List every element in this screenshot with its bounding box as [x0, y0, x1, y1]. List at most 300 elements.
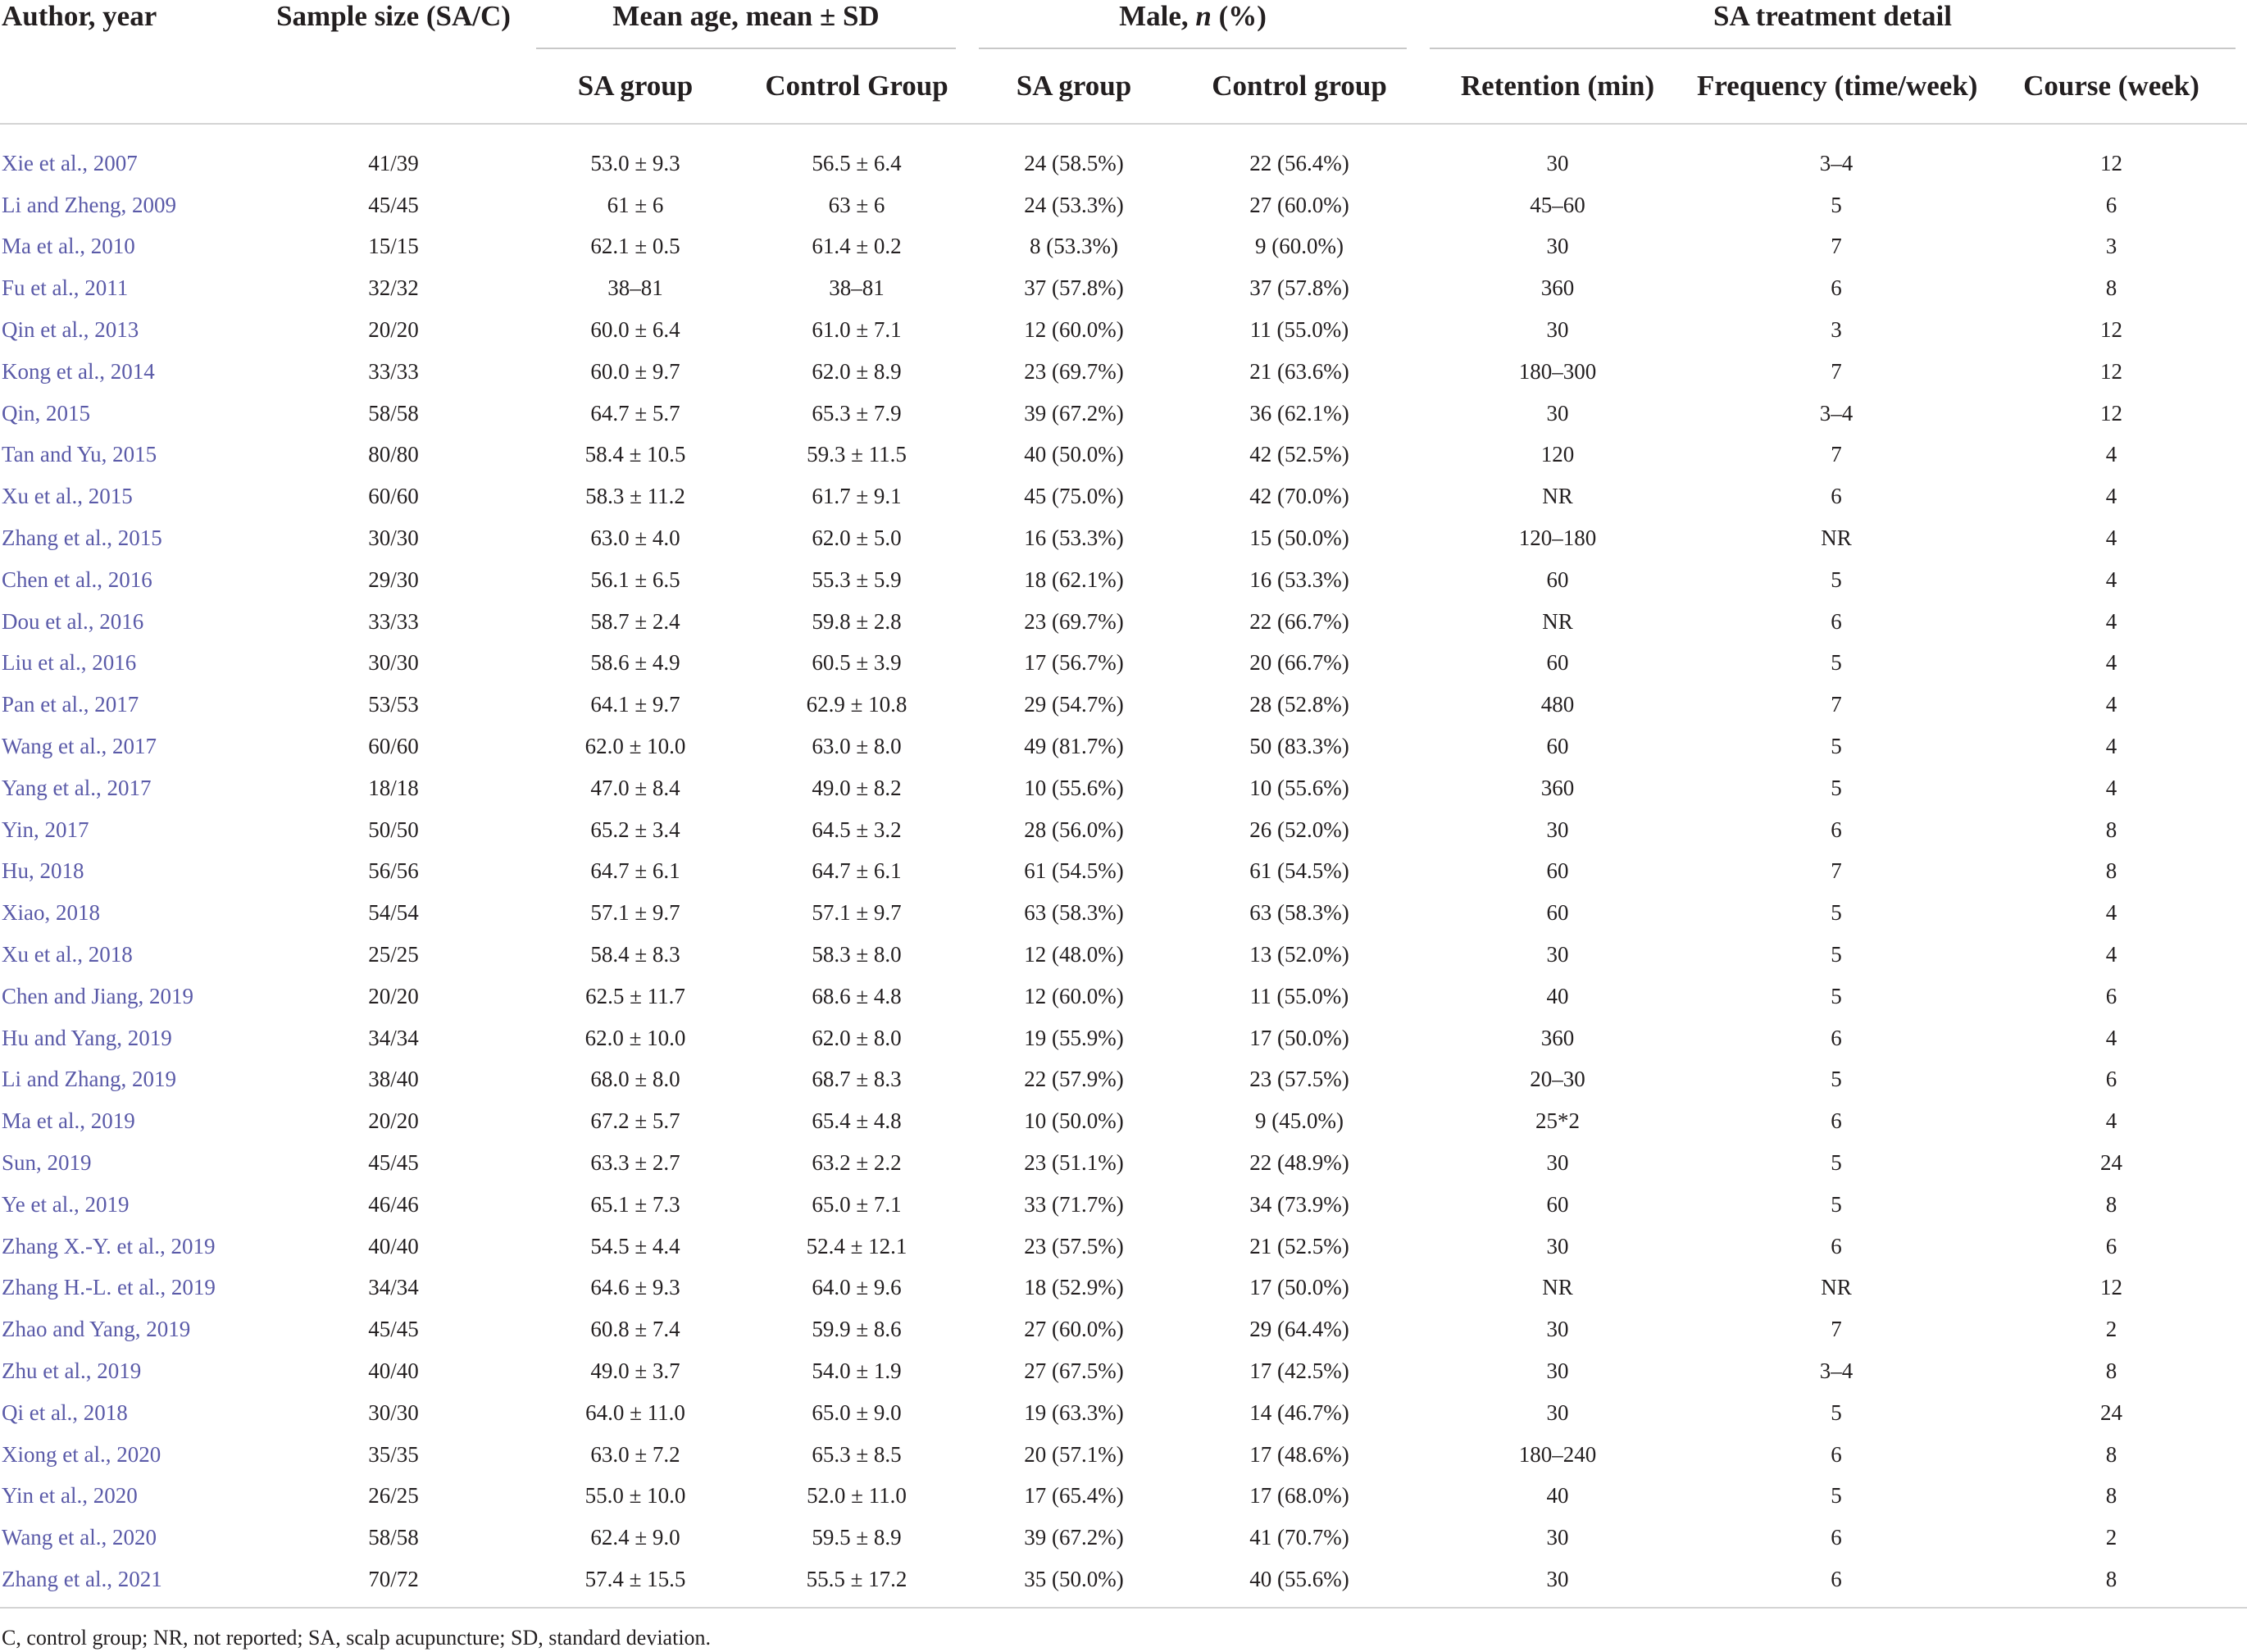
cell-retention: 30: [1546, 150, 1569, 175]
cell-course: 8: [1976, 1559, 2247, 1608]
cell-age-sa: 63.0 ± 4.0: [590, 526, 680, 551]
cell-retention: 30: [1546, 1150, 1569, 1176]
cell-course: 3: [2105, 234, 2117, 259]
cell-sample-size: 45/45: [368, 192, 419, 217]
cell-frequency: 5: [1831, 1191, 1842, 1217]
header-row-groups: [0, 0, 2247, 49]
cell-age-sa: 65.2 ± 3.4: [590, 817, 680, 842]
cell-frequency: 6: [1831, 1441, 1842, 1467]
header-male: [967, 0, 1418, 49]
cell-sample-size: 20/20: [368, 1108, 419, 1134]
cell-frequency: 5: [1831, 942, 1842, 967]
cell-age-sa: 60.0 ± 9.7: [590, 358, 680, 384]
cell-sample-size: 25/25: [368, 942, 419, 967]
cell-retention: 60: [1546, 1191, 1569, 1217]
cell-male-control: 17 (42.5%): [1249, 1358, 1349, 1383]
cell-author-year[interactable]: Xiao, 2018: [2, 900, 100, 926]
cell-course: 4: [2105, 900, 2117, 926]
cell-retention: 30: [1546, 317, 1569, 343]
cell-male-sa: 45 (75.0%): [1024, 484, 1124, 509]
table-row: [0, 601, 2247, 643]
cell-male-control: 23 (57.5%): [1249, 1067, 1349, 1092]
cell-retention: 30: [1546, 817, 1569, 842]
cell-male-sa: 24 (58.5%): [1024, 150, 1124, 175]
cell-frequency: 7: [1831, 234, 1842, 259]
cell-male-sa: 22 (57.9%): [1024, 1067, 1124, 1092]
cell-age-control: 56.5 ± 6.4: [812, 150, 902, 175]
cell-course: 12: [2100, 358, 2123, 384]
cell-frequency: 5: [1831, 900, 1842, 926]
cell-author-year[interactable]: Kong et al., 2014: [2, 358, 155, 384]
cell-retention: 180–240: [1518, 1441, 1597, 1467]
table-row: [0, 892, 2247, 934]
cell-sample-size: 26/25: [368, 1483, 419, 1509]
cell-retention: 60: [1546, 858, 1569, 884]
cell-age-control: 65.0 ± 7.1: [812, 1191, 902, 1217]
cell-age-control: 62.0 ± 8.0: [812, 1025, 902, 1050]
cell-male-sa: 12 (60.0%): [1024, 983, 1124, 1008]
cell-male-sa: 17 (65.4%): [1024, 1483, 1124, 1509]
cell-author-year[interactable]: Zhao and Yang, 2019: [2, 1317, 191, 1342]
cell-author-year[interactable]: Hu and Yang, 2019: [2, 1025, 172, 1050]
cell-author-year[interactable]: Hu, 2018: [2, 858, 84, 884]
table-row: [0, 809, 2247, 851]
table-row: [0, 309, 2247, 351]
table-row: [0, 851, 2247, 893]
header-empty-author: [0, 49, 262, 124]
cell-frequency: 5: [1831, 1483, 1842, 1509]
cell-author-year[interactable]: Chen et al., 2016: [2, 567, 152, 592]
cell-retention: 30: [1546, 1317, 1569, 1342]
cell-male-control: 17 (48.6%): [1249, 1441, 1349, 1467]
cell-frequency: 6: [1831, 275, 1842, 301]
cell-course: 12: [2100, 317, 2123, 343]
cell-course: 2: [2105, 1525, 2117, 1550]
cell-male-control: 9 (45.0%): [1255, 1108, 1344, 1134]
cell-frequency: 5: [1831, 1067, 1842, 1092]
cell-male-sa: 8 (53.3%): [1030, 234, 1118, 259]
cell-author-year[interactable]: Xu et al., 2018: [2, 942, 133, 967]
table-row: [0, 1100, 2247, 1142]
cell-male-control: 22 (66.7%): [1249, 608, 1349, 634]
cell-author-year[interactable]: Yin, 2017: [2, 817, 89, 842]
cell-age-control: 63 ± 6: [828, 192, 885, 217]
cell-age-control: 68.7 ± 8.3: [812, 1067, 902, 1092]
cell-retention: 30: [1546, 234, 1569, 259]
cell-age-control: 59.5 ± 8.9: [812, 1525, 902, 1550]
table-row: [0, 267, 2247, 309]
cell-author-year[interactable]: Zhu et al., 2019: [2, 1358, 142, 1383]
cell-age-control: 65.4 ± 4.8: [812, 1108, 902, 1134]
table-row: [0, 1267, 2247, 1309]
cell-retention: 60: [1546, 900, 1569, 926]
cell-retention: 60: [1546, 567, 1569, 592]
cell-author-year[interactable]: Zhang et al., 2021: [0, 1559, 262, 1608]
cell-male-sa: 40 (50.0%): [1024, 442, 1124, 467]
cell-age-control: 62.9 ± 10.8: [806, 692, 907, 717]
cell-male-control: 34 (73.9%): [1249, 1191, 1349, 1217]
cell-sample-size: 33/33: [368, 358, 419, 384]
cell-frequency: 5: [1831, 734, 1842, 759]
cell-author-year[interactable]: Li and Zheng, 2009: [2, 192, 176, 217]
cell-male-sa: 16 (53.3%): [1024, 526, 1124, 551]
header-male-sa-group: SA group: [967, 49, 1180, 124]
cell-frequency: 3: [1831, 317, 1842, 343]
cell-sample-size: 30/30: [368, 1399, 419, 1425]
cell-age-sa: 55.0 ± 10.0: [584, 1483, 686, 1509]
cell-sample-size: 35/35: [368, 1441, 419, 1467]
cell-male-sa: 10 (55.6%): [1024, 775, 1124, 800]
table-row: [0, 684, 2247, 726]
cell-retention: 20–30: [1530, 1067, 1585, 1092]
cell-age-control: 58.3 ± 8.0: [812, 942, 902, 967]
cell-sample-size: 53/53: [368, 692, 419, 717]
cell-age-sa: 60.8 ± 7.4: [590, 1317, 680, 1342]
cell-frequency: 3–4: [1819, 1358, 1854, 1383]
cell-author-year[interactable]: Liu et al., 2016: [2, 650, 137, 676]
cell-age-control: 62.0 ± 8.9: [812, 358, 902, 384]
cell-author-year[interactable]: Yin et al., 2020: [2, 1483, 138, 1509]
cell-retention: 30: [1546, 1358, 1569, 1383]
cell-frequency: 5: [1831, 1399, 1842, 1425]
cell-male-sa: 23 (69.7%): [1024, 608, 1124, 634]
cell-age-sa: 65.1 ± 7.3: [590, 1191, 680, 1217]
cell-author-year[interactable]: Fu et al., 2011: [2, 275, 129, 301]
cell-course: 4: [2105, 692, 2117, 717]
cell-course: 12: [2100, 150, 2123, 175]
cell-course: 4: [2105, 1025, 2117, 1050]
cell-frequency: 6: [1831, 484, 1842, 509]
cell-sample-size: 30/30: [368, 526, 419, 551]
cell-sample-size: 45/45: [368, 1150, 419, 1176]
cell-male-sa: 12 (48.0%): [1024, 942, 1124, 967]
cell-male-sa: 37 (57.8%): [1024, 275, 1124, 301]
table-row: [0, 517, 2247, 559]
cell-male-sa: 49 (81.7%): [1024, 734, 1124, 759]
cell-sample-size: 30/30: [368, 650, 419, 676]
header-male-n: n: [1195, 0, 1212, 32]
cell-age-sa: 38–81: [607, 275, 663, 301]
cell-sample-size: 15/15: [368, 234, 419, 259]
table-row: [0, 726, 2247, 767]
cell-course: 4: [2105, 1108, 2117, 1134]
cell-sample-size: 38/40: [368, 1067, 419, 1092]
cell-male-control: 21 (63.6%): [1249, 358, 1349, 384]
cell-course: 8: [2105, 1191, 2117, 1217]
cell-sample-size: 50/50: [368, 817, 419, 842]
cell-age-sa: 68.0 ± 8.0: [590, 1067, 680, 1092]
cell-male-sa: 23 (57.5%): [1024, 1233, 1124, 1258]
cell-retention: 30: [1418, 1559, 1697, 1608]
cell-retention: 30: [1546, 1399, 1569, 1425]
cell-male-control: 41 (70.7%): [1249, 1525, 1349, 1550]
cell-retention: NR: [1542, 608, 1573, 634]
cell-age-sa: 67.2 ± 5.7: [590, 1108, 680, 1134]
cell-age-sa: 62.4 ± 9.0: [590, 1525, 680, 1550]
cell-age-control: 59.8 ± 2.8: [812, 608, 902, 634]
cell-age-sa: 57.1 ± 9.7: [590, 900, 680, 926]
cell-frequency: 5: [1831, 192, 1842, 217]
cell-male-sa: 19 (55.9%): [1024, 1025, 1124, 1050]
cell-frequency: NR: [1821, 526, 1852, 551]
cell-male-control: 63 (58.3%): [1249, 900, 1349, 926]
cell-sample-size: 33/33: [368, 608, 419, 634]
cell-course: 4: [2105, 942, 2117, 967]
table-row: [0, 1559, 2247, 1608]
cell-age-control: 38–81: [829, 275, 885, 301]
cell-age-sa: 56.1 ± 6.5: [590, 567, 680, 592]
cell-retention: 180–300: [1518, 358, 1597, 384]
header-male-control-group: Control group: [1180, 49, 1418, 124]
cell-retention: 25*2: [1535, 1108, 1581, 1134]
cell-age-sa: 61 ± 6: [607, 192, 664, 217]
cell-author-year[interactable]: Xiong et al., 2020: [2, 1441, 161, 1467]
cell-author-year[interactable]: Dou et al., 2016: [2, 608, 144, 634]
cell-age-control: 61.4 ± 0.2: [812, 234, 902, 259]
cell-course: 4: [2105, 567, 2117, 592]
cell-author-year[interactable]: Xu et al., 2015: [2, 484, 133, 509]
table-row: [0, 1434, 2247, 1476]
cell-age-control: 68.6 ± 4.8: [812, 983, 902, 1008]
table-row: [0, 934, 2247, 976]
cell-sample-size: 60/60: [368, 484, 419, 509]
cell-age-sa: 53.0 ± 9.3: [590, 150, 680, 175]
cell-author-year[interactable]: Qi et al., 2018: [2, 1399, 128, 1425]
cell-age-control: 54.0 ± 1.9: [812, 1358, 902, 1383]
cell-retention: 120: [1540, 442, 1575, 467]
cell-frequency: 7: [1831, 858, 1842, 884]
table-row: [0, 351, 2247, 393]
cell-male-control: 11 (55.0%): [1249, 317, 1349, 343]
cell-author-year[interactable]: Ma et al., 2010: [2, 234, 135, 259]
cell-male-control: 27 (60.0%): [1249, 192, 1349, 217]
table-body: [0, 124, 2247, 1608]
cell-male-sa: 19 (63.3%): [1024, 1399, 1124, 1425]
cell-author-year[interactable]: Sun, 2019: [2, 1150, 92, 1176]
header-course: Course (week): [1976, 49, 2247, 124]
header-retention: Retention (min): [1418, 49, 1697, 124]
cell-author-year[interactable]: Zhang H.-L. et al., 2019: [2, 1275, 216, 1300]
cell-retention: 360: [1540, 775, 1575, 800]
cell-age-sa: 49.0 ± 3.7: [590, 1358, 680, 1383]
cell-frequency: 5: [1831, 650, 1842, 676]
cell-author-year[interactable]: Wang et al., 2020: [2, 1525, 157, 1550]
cell-male-sa: 27 (60.0%): [1024, 1317, 1124, 1342]
header-mean-age: Mean age, mean ± SD: [525, 0, 967, 49]
cell-age-sa: 58.6 ± 4.9: [590, 650, 680, 676]
cell-male-sa: 33 (71.7%): [1024, 1191, 1124, 1217]
cell-frequency: 5: [1831, 1150, 1842, 1176]
cell-male-control: 20 (66.7%): [1249, 650, 1349, 676]
cell-retention: NR: [1542, 1275, 1573, 1300]
cell-sample-size: 40/40: [368, 1358, 419, 1383]
header-empty-sample: [262, 49, 525, 124]
cell-age-control: 57.1 ± 9.7: [812, 900, 902, 926]
table-row: [0, 559, 2247, 601]
table-row: [0, 643, 2247, 685]
cell-retention: 40: [1546, 1483, 1569, 1509]
cell-course: 4: [2105, 442, 2117, 467]
cell-sample-size: 58/58: [368, 400, 419, 426]
cell-course: 8: [2105, 1483, 2117, 1509]
header-sa-treatment-detail: SA treatment detail: [1418, 0, 2247, 49]
cell-author-year[interactable]: Li and Zhang, 2019: [2, 1067, 176, 1092]
cell-age-sa: 64.6 ± 9.3: [590, 1275, 680, 1300]
cell-author-year[interactable]: Qin, 2015: [2, 400, 90, 426]
cell-age-sa: 64.0 ± 11.0: [585, 1399, 685, 1425]
cell-age-control: 52.0 ± 11.0: [807, 1483, 907, 1509]
cell-course: 8: [2105, 858, 2117, 884]
cell-retention: 360: [1540, 1025, 1575, 1050]
cell-course: 2: [2105, 1317, 2117, 1342]
cell-author-year[interactable]: Zhang et al., 2015: [2, 526, 162, 551]
cell-frequency: 6: [1831, 1025, 1842, 1050]
cell-age-sa: 64.7 ± 6.1: [590, 858, 680, 884]
cell-author-year[interactable]: Ma et al., 2019: [2, 1108, 135, 1134]
cell-sample-size: 29/30: [368, 567, 419, 592]
table-row: [0, 1308, 2247, 1350]
cell-sample-size: 46/46: [368, 1191, 419, 1217]
cell-frequency: 3–4: [1819, 150, 1854, 175]
cell-age-sa: 60.0 ± 6.4: [590, 317, 680, 343]
cell-frequency: 6: [1831, 1233, 1842, 1258]
cell-sample-size: 34/34: [368, 1025, 419, 1050]
table-row: [0, 184, 2247, 226]
cell-male-sa: 29 (54.7%): [1024, 692, 1124, 717]
cell-age-sa: 62.5 ± 11.7: [585, 983, 685, 1008]
cell-male-sa: 23 (69.7%): [1024, 358, 1124, 384]
cell-sample-size: 32/32: [368, 275, 419, 301]
cell-frequency: 7: [1831, 1317, 1842, 1342]
table-row: [0, 1017, 2247, 1059]
cell-course: 4: [2105, 650, 2117, 676]
cell-sample-size: 58/58: [368, 1525, 419, 1550]
cell-author-year[interactable]: Yang et al., 2017: [2, 775, 152, 800]
cell-male-control: 17 (68.0%): [1249, 1483, 1349, 1509]
cell-retention: NR: [1542, 484, 1573, 509]
cell-author-year[interactable]: Wang et al., 2017: [2, 734, 157, 759]
cell-course: 8: [2105, 1358, 2117, 1383]
cell-sample-size: 70/72: [262, 1559, 525, 1608]
cell-age-sa: 47.0 ± 8.4: [590, 775, 680, 800]
cell-male-control: 40 (55.6%): [1180, 1559, 1418, 1608]
cell-age-sa: 58.3 ± 11.2: [585, 484, 685, 509]
cell-retention: 30: [1546, 400, 1569, 426]
table-row: [0, 1226, 2247, 1267]
cell-frequency: 6: [1831, 1108, 1842, 1134]
cell-age-sa: 62.0 ± 10.0: [584, 734, 686, 759]
cell-age-sa: 54.5 ± 4.4: [590, 1233, 680, 1258]
cell-age-control: 63.2 ± 2.2: [812, 1150, 902, 1176]
cell-course: 6: [2105, 983, 2117, 1008]
table-row: [0, 1184, 2247, 1226]
cell-male-control: 13 (52.0%): [1249, 942, 1349, 967]
cell-frequency: 6: [1831, 817, 1842, 842]
cell-age-control: 63.0 ± 8.0: [812, 734, 902, 759]
cell-course: 4: [2105, 484, 2117, 509]
cell-retention: 360: [1540, 275, 1575, 301]
cell-male-sa: 12 (60.0%): [1024, 317, 1124, 343]
cell-frequency: 7: [1831, 692, 1842, 717]
cell-author-year[interactable]: Chen and Jiang, 2019: [2, 983, 193, 1008]
table-row: [0, 1517, 2247, 1559]
cell-frequency: 7: [1831, 358, 1842, 384]
cell-frequency: NR: [1821, 1275, 1852, 1300]
cell-male-control: 28 (52.8%): [1249, 692, 1349, 717]
header-age-control-group: Control Group: [746, 49, 967, 124]
cell-sample-size: 20/20: [368, 317, 419, 343]
cell-age-control: 61.7 ± 9.1: [812, 484, 902, 509]
cell-frequency: 7: [1831, 442, 1842, 467]
cell-age-sa: 58.7 ± 2.4: [590, 608, 680, 634]
cell-age-sa: 57.4 ± 15.5: [525, 1559, 746, 1608]
cell-male-sa: 63 (58.3%): [1024, 900, 1124, 926]
cell-age-control: 52.4 ± 12.1: [806, 1233, 907, 1258]
cell-male-sa: 61 (54.5%): [1024, 858, 1124, 884]
cell-male-sa: 17 (56.7%): [1024, 650, 1124, 676]
cell-author-year[interactable]: Tan and Yu, 2015: [2, 442, 157, 467]
header-author: Author, year: [2, 0, 157, 32]
cell-male-control: 14 (46.7%): [1249, 1399, 1349, 1425]
cell-author-year[interactable]: Xie et al., 2007: [2, 150, 138, 175]
table-row: [0, 1142, 2247, 1184]
cell-age-control: 65.3 ± 7.9: [812, 400, 902, 426]
cell-male-control: 11 (55.0%): [1249, 983, 1349, 1008]
header-male-prefix: Male,: [1119, 0, 1196, 32]
table-row: [0, 767, 2247, 809]
cell-course: 6: [2105, 1067, 2117, 1092]
table-row: [0, 476, 2247, 517]
cell-male-sa: 10 (50.0%): [1024, 1108, 1124, 1134]
cell-sample-size: 60/60: [368, 734, 419, 759]
cell-course: 6: [2105, 192, 2117, 217]
cell-age-control: 64.5 ± 3.2: [812, 817, 902, 842]
table-row: [0, 435, 2247, 476]
cell-male-control: 61 (54.5%): [1249, 858, 1349, 884]
cell-author-year[interactable]: Qin et al., 2013: [2, 317, 139, 343]
table-row: [0, 976, 2247, 1017]
cell-sample-size: 56/56: [368, 858, 419, 884]
cell-age-sa: 63.3 ± 2.7: [590, 1150, 680, 1176]
cell-male-control: 29 (64.4%): [1249, 1317, 1349, 1342]
table-row: [0, 1059, 2247, 1101]
cell-age-control: 64.7 ± 6.1: [812, 858, 902, 884]
cell-male-control: 42 (52.5%): [1249, 442, 1349, 467]
cell-course: 24: [2100, 1150, 2123, 1176]
cell-sample-size: 54/54: [368, 900, 419, 926]
cell-male-control: 10 (55.6%): [1249, 775, 1349, 800]
header-row-columns: [0, 49, 2247, 124]
cell-age-control: 59.3 ± 11.5: [807, 442, 907, 467]
cell-author-year[interactable]: Zhang X.-Y. et al., 2019: [2, 1233, 216, 1258]
cell-male-control: 50 (83.3%): [1249, 734, 1349, 759]
cell-frequency: 6: [1697, 1559, 1976, 1608]
cell-male-control: 22 (56.4%): [1249, 150, 1349, 175]
cell-male-control: 15 (50.0%): [1249, 526, 1349, 551]
header-sample-size: Sample size (SA/C): [276, 0, 511, 32]
cell-sample-size: 45/45: [368, 1317, 419, 1342]
cell-frequency: 5: [1831, 983, 1842, 1008]
cell-retention: 45–60: [1530, 192, 1585, 217]
cell-age-control: 60.5 ± 3.9: [812, 650, 902, 676]
cell-author-year[interactable]: Pan et al., 2017: [2, 692, 139, 717]
cell-male-control: 21 (52.5%): [1249, 1233, 1349, 1258]
cell-age-sa: 58.4 ± 10.5: [584, 442, 686, 467]
cell-course: 4: [2105, 775, 2117, 800]
cell-sample-size: 18/18: [368, 775, 419, 800]
cell-author-year[interactable]: Ye et al., 2019: [2, 1191, 130, 1217]
table-row: [0, 124, 2247, 184]
